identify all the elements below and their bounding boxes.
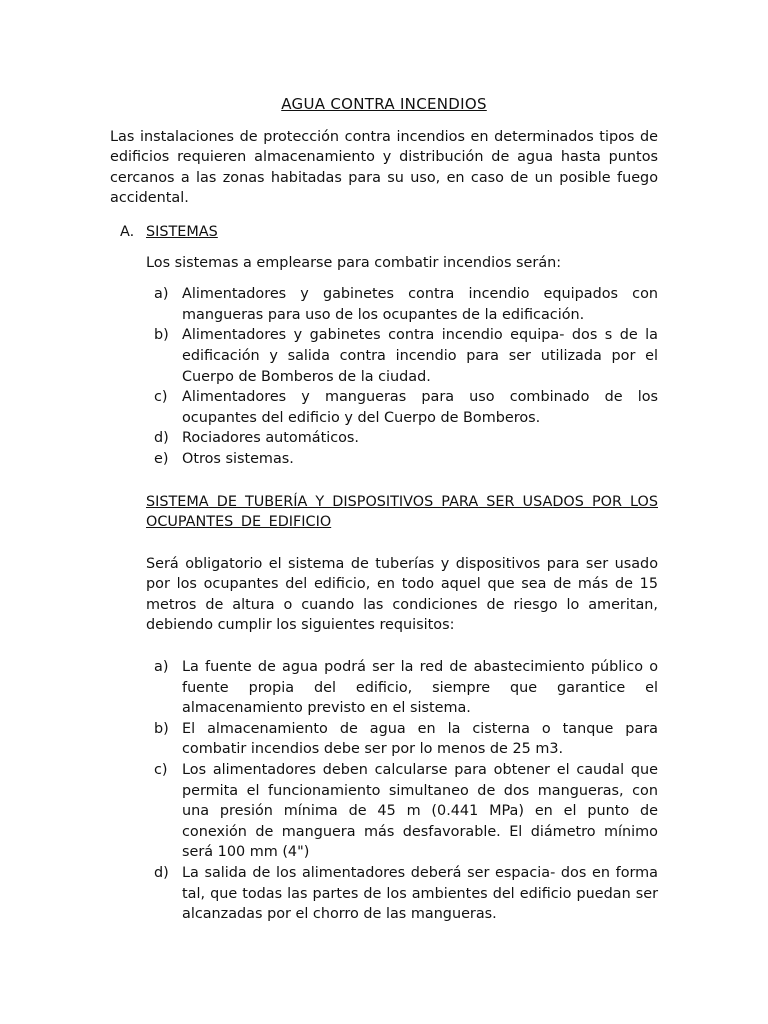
systems-list bbox=[110, 284, 658, 469]
list-item bbox=[154, 657, 658, 719]
list-marker: e) bbox=[154, 450, 169, 467]
list-marker: b) bbox=[154, 720, 169, 737]
list-text: Los alimentadores deben calcularse para obtener el caudal que permita el funcionamiento simultaneo de dos mangueras, con una presión mínima de 45 m (0.441 MPa) en el punto de conexión de manguera más desfavorable. El diámetro mínimo será 100 mm (4") bbox=[182, 762, 658, 861]
list-text: La fuente de agua podrá ser la red de abastecimiento público o fuente propia del edificio, siempre que garantice el almacenamiento previsto en el sistema. bbox=[182, 659, 658, 717]
list-item bbox=[154, 449, 658, 470]
section-a-heading bbox=[120, 222, 658, 243]
list-text: Alimentadores y gabinetes contra incendio equipa- dos s de la edificación y salida contra incendio para ser utilizada por el Cuerpo de Bomberos de la ciudad. bbox=[182, 327, 658, 385]
section-a-label: SISTEMAS bbox=[146, 223, 218, 240]
section-a-lead: Los sistemas a emplearse para combatir incendios serán: bbox=[146, 254, 562, 271]
list-text: Alimentadores y gabinetes contra incendio equipados con mangueras para uso de los ocupantes de la edificación. bbox=[182, 286, 658, 323]
list-item bbox=[154, 428, 658, 449]
section-a-marker: A. bbox=[120, 223, 135, 240]
list-item bbox=[154, 325, 658, 387]
document-page bbox=[110, 94, 658, 947]
intro-paragraph: Las instalaciones de protección contra incendios en determinados tipos de edificios requieren almacenamiento y distribución de agua hasta puntos cercanos a las zonas habitadas para su uso, en caso de un posible fuego accidental. bbox=[110, 128, 658, 207]
list-item bbox=[154, 387, 658, 428]
list-item bbox=[154, 284, 658, 325]
list-marker: a) bbox=[154, 286, 169, 303]
list-marker: b) bbox=[154, 327, 169, 344]
list-marker: a) bbox=[154, 659, 169, 676]
list-item bbox=[154, 760, 658, 863]
requirements-list bbox=[110, 657, 658, 925]
section-b-heading: SISTEMA DE TUBERÍA Y DISPOSITIVOS PARA SER USADOS POR LOS OCUPANTES DE EDIFICIO bbox=[146, 493, 658, 531]
list-item bbox=[154, 719, 658, 760]
list-text: La salida de los alimentadores deberá ser espacia- dos en forma tal, que todas las partes de los ambientes del edificio puedan ser alcanzadas por el chorro de las mangueras. bbox=[182, 865, 658, 923]
list-text: Rociadores automáticos. bbox=[182, 430, 360, 447]
list-text: Otros sistemas. bbox=[182, 450, 294, 467]
list-text: El almacenamiento de agua en la cisterna o tanque para combatir incendios debe ser por lo menos de 25 m3. bbox=[182, 720, 658, 758]
list-marker: d) bbox=[154, 430, 169, 447]
list-item bbox=[154, 863, 658, 925]
list-marker: c) bbox=[154, 389, 168, 406]
section-b-paragraph: Será obligatorio el sistema de tuberías y dispositivos para ser usado por los ocupantes del edificio, en todo aquel que sea de más de 15 metros de altura o cuando las condiciones de riesgo lo ameritan, debiendo cumplir los siguientes requisitos: bbox=[146, 555, 658, 634]
list-text: Alimentadores y mangueras para uso combinado de los ocupantes del edificio y del Cuerpo de Bomberos. bbox=[182, 389, 658, 426]
list-marker: d) bbox=[154, 865, 169, 881]
list-marker: c) bbox=[154, 762, 168, 779]
document-title: AGUA CONTRA INCENDIOS bbox=[281, 95, 487, 113]
